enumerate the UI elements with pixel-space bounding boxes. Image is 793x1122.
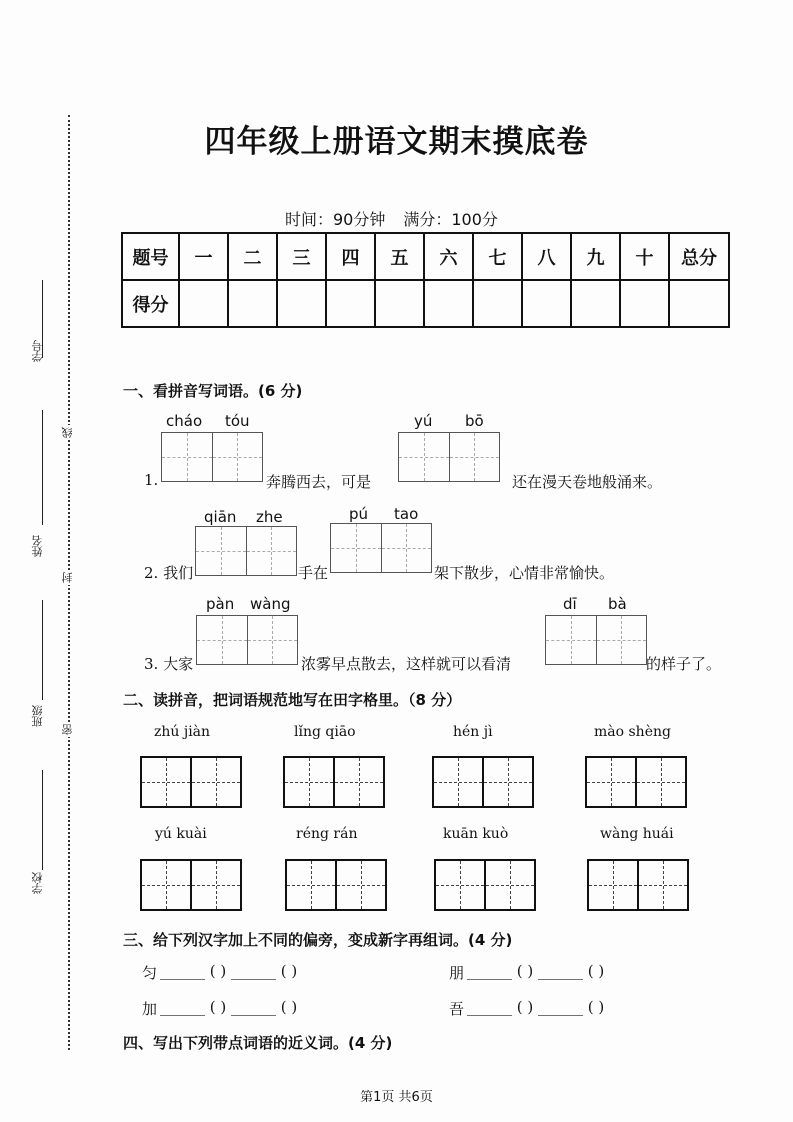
student-id-label: 学号 [31,340,44,362]
s2-pinyin-6: réng rán [296,826,358,842]
s2-pinyin-2: lǐng qiāo [294,724,356,740]
q2-prefix: 2. 我们 [144,564,194,582]
exam-time: 时间：90分钟 [285,210,386,229]
q1-number: 1. [144,471,159,489]
s2-grid-3[interactable] [432,756,534,808]
q1-pinyin-b-2: bō [465,412,484,430]
score-header-label: 题号 [122,233,179,280]
binding-mark-line: 线 [61,427,74,438]
score-header-2: 二 [228,233,277,280]
q1-pinyin-a-1: cháo [166,412,203,430]
s2-grid-1[interactable] [140,756,242,808]
score-table-score-row [122,280,729,327]
score-cell-6[interactable] [424,280,473,327]
s3-char-3: 加 [142,1000,158,1018]
score-header-1: 一 [179,233,228,280]
q2-pinyin-b-2: tao [394,505,419,523]
q2-text-b: 架下散步，心情非常愉快。 [434,564,615,582]
s2-grid-6[interactable] [285,859,387,911]
s2-pinyin-7: kuān kuò [443,826,509,842]
q1-pinyin-a-2: tóu [225,412,250,430]
score-header-6: 六 [424,233,473,280]
s2-pinyin-1: zhú jiàn [154,724,211,740]
q3-pinyin-b-2: bà [608,595,627,613]
s3-char-1: 匀 [142,964,158,982]
q3-pinyin-a-2: wàng [250,595,291,613]
class-line[interactable] [42,600,43,700]
score-cell-1[interactable] [179,280,228,327]
s2-pinyin-4: mào shèng [594,724,671,740]
s2-grid-7[interactable] [434,859,536,911]
q2-pinyin-a-2: zhe [256,508,283,526]
q1-text-b: 还在漫天卷地般涌来。 [512,473,663,491]
s2-grid-2[interactable] [283,756,385,808]
section2-title: 二、读拼音，把词语规范地写在田字格里。（8 分） [123,691,462,709]
section1-title: 一、看拼音写词语。(6 分) [123,382,303,400]
q2-text-a: 手在 [298,564,329,582]
s2-pinyin-8: wàng huái [600,826,674,842]
q2-answer-box-a[interactable] [195,526,297,576]
score-header-8: 八 [522,233,571,280]
s3-blanks-3[interactable]: ______ ( ) ______ ( ) [160,998,298,1016]
q2-answer-box-b[interactable] [330,523,432,573]
s2-grid-4[interactable] [585,756,687,808]
page-footer: 第1页 共6页 [360,1090,433,1105]
q3-prefix: 3. 大家 [144,655,194,673]
q3-answer-box-b[interactable] [545,615,647,665]
s3-char-2: 朋 [449,964,465,982]
score-cell-total[interactable] [669,280,729,327]
s3-blanks-1[interactable]: ______ ( ) ______ ( ) [160,962,298,980]
score-cell-5[interactable] [375,280,424,327]
binding-mark-seal: 封 [61,572,74,583]
s3-blanks-4[interactable]: ______ ( ) ______ ( ) [467,998,605,1016]
q1-pinyin-b-1: yú [414,412,433,430]
q2-pinyin-a-1: qiān [204,508,237,526]
q3-text-a: 浓雾早点散去，这样就可以看清 [301,655,512,673]
name-label: 姓名 [31,535,44,557]
exam-meta [285,207,498,230]
s2-pinyin-3: hén jì [453,724,493,740]
s2-grid-5[interactable] [140,859,242,911]
s3-blanks-2[interactable]: ______ ( ) ______ ( ) [467,962,605,980]
s2-pinyin-5: yú kuài [155,826,207,842]
score-header-10: 十 [620,233,669,280]
score-header-5: 五 [375,233,424,280]
score-header-7: 七 [473,233,522,280]
section4-title: 四、写出下列带点词语的近义词。(4 分) [123,1034,393,1052]
score-cell-7[interactable] [473,280,522,327]
section3-title: 三、给下列汉字加上不同的偏旁，变成新字再组词。(4 分) [123,931,513,949]
q3-text-b: 的样子了。 [646,655,722,673]
score-cell-4[interactable] [326,280,375,327]
school-label: 学校 [31,872,44,894]
q1-text-a: 奔腾西去，可是 [266,473,372,491]
s3-char-4: 吾 [449,1000,465,1018]
school-line[interactable] [42,770,43,870]
q3-pinyin-a-1: pàn [206,595,235,613]
score-cell-3[interactable] [277,280,326,327]
score-cell-2[interactable] [228,280,277,327]
score-header-total: 总分 [669,233,729,280]
score-table-header-row [122,233,729,280]
score-cell-10[interactable] [620,280,669,327]
class-label: 班级 [31,705,44,727]
name-line[interactable] [42,410,43,525]
score-table [121,232,730,328]
q3-pinyin-b-1: dī [563,595,577,613]
score-header-4: 四 [326,233,375,280]
q2-pinyin-b-1: pú [349,505,369,523]
exam-title: 四年级上册语文期末摸底卷 [204,124,589,160]
q1-answer-box-b[interactable] [398,432,500,482]
q1-answer-box-a[interactable] [161,432,263,482]
q3-answer-box-a[interactable] [196,615,298,665]
s2-grid-8[interactable] [587,859,689,911]
score-cell-9[interactable] [571,280,620,327]
binding-mark-secret: 密 [61,724,74,735]
score-cell-8[interactable] [522,280,571,327]
score-header-9: 九 [571,233,620,280]
score-row-label: 得分 [122,280,179,327]
score-header-3: 三 [277,233,326,280]
exam-full-score: 满分：100分 [403,210,498,229]
